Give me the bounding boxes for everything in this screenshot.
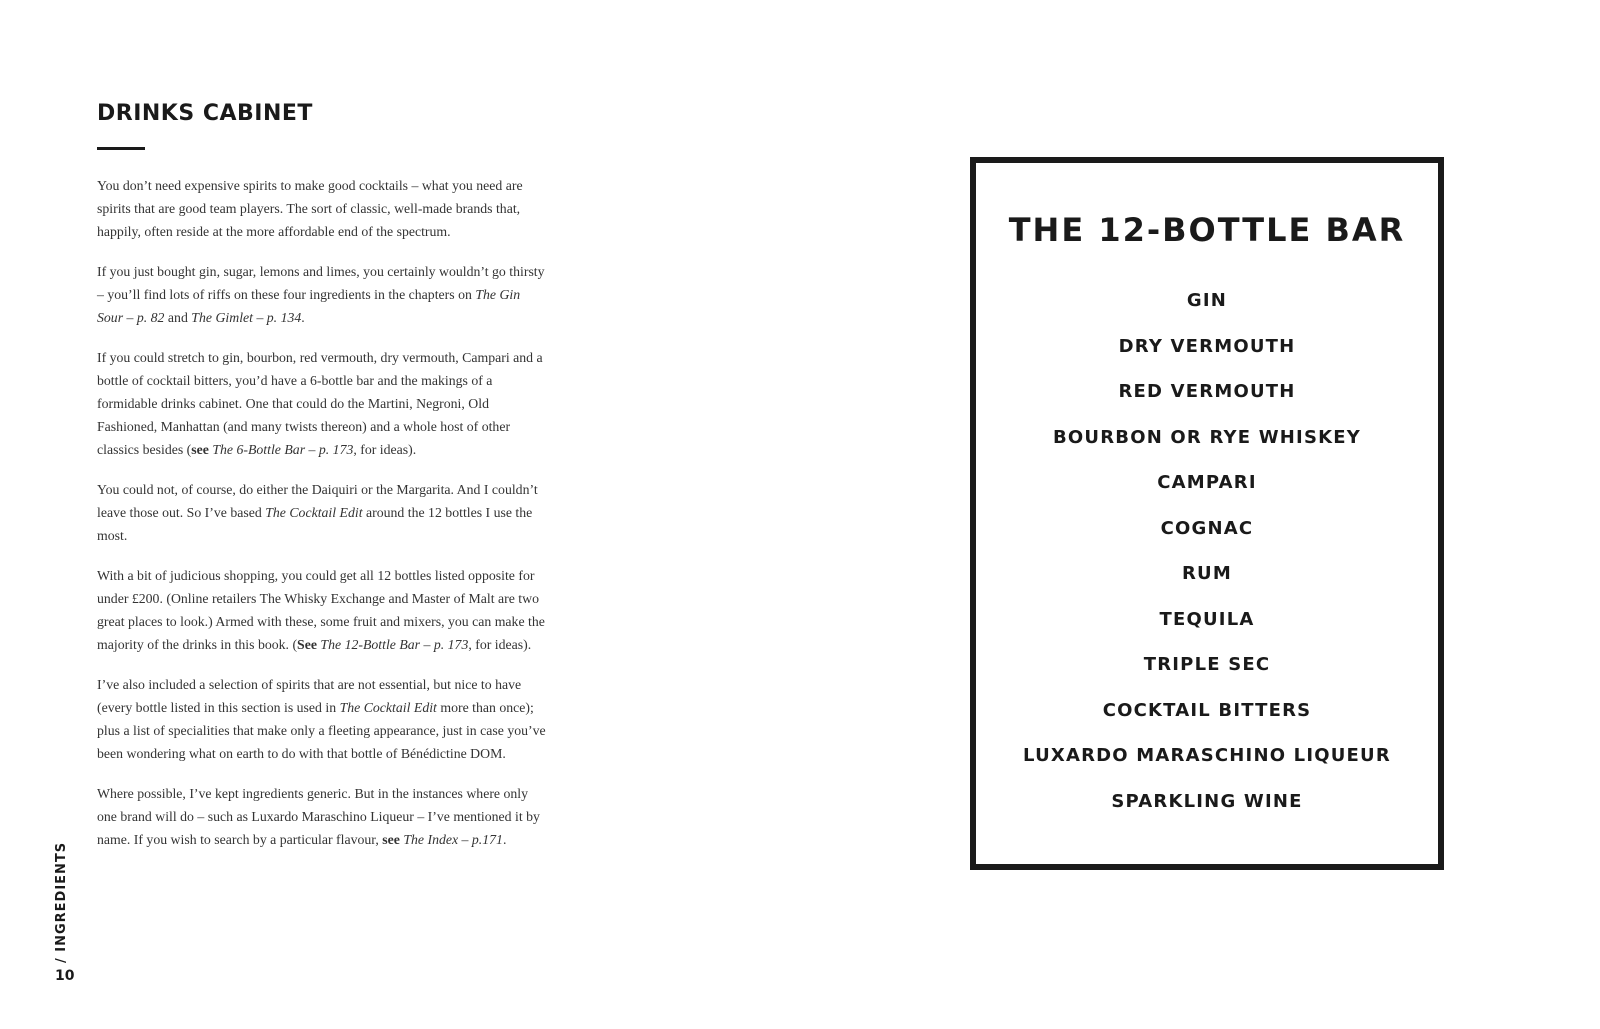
bottle-item: RUM <box>1182 563 1232 584</box>
text-run: You don’t need expensive spirits to make good cocktails – what you need are spirits that are good team players. The sort of classic, well-made brands that, happily, often reside at the more affordable end of the spectrum. <box>97 178 523 239</box>
text-run: If you could stretch to gin, bourbon, red vermouth, dry vermouth, Campari and a bottle of cocktail bitters, you’d have a 6-bottle bar and the makings of a formidable drinks cabinet. One that could do the Martini, Negroni, Old Fashioned, Manhattan (and many twists thereon) and a whole host of other classics besides ( <box>97 350 543 457</box>
chapter-label: / INGREDIENTS <box>54 841 69 963</box>
text-run: . <box>301 310 305 325</box>
bottle-item: CAMPARI <box>1157 472 1257 493</box>
body-text <box>97 174 547 868</box>
bottle-item: BOURBON OR RYE WHISKEY <box>1052 426 1361 448</box>
italic-reference: The Cocktail Edit <box>339 700 437 715</box>
body-paragraph <box>97 564 547 656</box>
text-run: , for ideas). <box>353 442 417 457</box>
text-run: I’ve also included a selection of spirits that are not essential, but nice to have (every bottle listed in this section is used in <box>97 677 522 715</box>
heading-rule <box>97 147 145 150</box>
text-run: You could not, of course, do either the Daiquiri or the Margarita. And I couldn’t leave those out. So I’ve based <box>97 482 538 520</box>
body-paragraph <box>97 673 547 765</box>
italic-reference: The Gin Sour – p. 82 <box>97 287 521 325</box>
bottle-item: RED VERMOUTH <box>1118 381 1296 402</box>
bold-text: see <box>382 832 400 847</box>
body-paragraph <box>97 260 547 329</box>
text-run: . <box>502 832 507 847</box>
bottle-item: TEQUILA <box>1159 608 1255 630</box>
body-paragraph <box>97 174 547 243</box>
bottle-item: DRY VERMOUTH <box>1118 335 1296 357</box>
bar-title: THE 12-BOTTLE BAR <box>1008 211 1406 249</box>
text-run: Where possible, I’ve kept ingredients generic. But in the instances where only one brand will do – such as Luxardo Maraschino Liqueur – I’ve mentioned it by name. If you wish to search by a particular flavour, <box>97 786 540 847</box>
text-run: If you just bought gin, sugar, lemons and limes, you certainly wouldn’t go thirsty – you’ll find lots of riffs on these four ingredients in the chapters on <box>97 264 545 302</box>
bottle-item: SPARKLING WINE <box>1111 790 1303 812</box>
italic-reference: The Gimlet – p. 134 <box>191 310 302 325</box>
bottle-item: COCKTAIL BITTERS <box>1102 699 1312 721</box>
text-run: and <box>164 310 192 325</box>
italic-reference: The 12-Bottle Bar – p. 173 <box>320 637 469 652</box>
page-number: 10 <box>55 968 75 984</box>
bold-text: see <box>191 442 209 457</box>
text-run: , for ideas). <box>468 637 532 652</box>
italic-reference: The Index – p.171 <box>403 832 503 847</box>
text-run: With a bit of judicious shopping, you could get all 12 bottles listed opposite for under £200. (Online retailers The Whisky Exchange and Master of Malt are two great places to look.) Armed with these, some fruit and mixers, you can make the majority of the drinks in this book. ( <box>97 568 545 652</box>
twelve-bottle-bar-box <box>970 157 1444 870</box>
italic-reference: The Cocktail Edit <box>265 505 363 520</box>
bottle-item: LUXARDO MARASCHINO LIQUEUR <box>1023 745 1391 766</box>
bold-text: See <box>297 637 317 652</box>
bottle-item: GIN <box>1186 290 1228 311</box>
body-paragraph <box>97 346 547 461</box>
bottle-list <box>976 291 1438 837</box>
bottle-item: COGNAC <box>1160 517 1254 539</box>
bottle-item: TRIPLE SEC <box>1143 654 1271 675</box>
text-run: more than once); plus a list of specialities that make only a fleeting appearance, just in case you’ve been wondering what on earth to do with that bottle of Bénédictine DOM. <box>97 700 546 761</box>
body-paragraph <box>97 478 547 547</box>
body-paragraph <box>97 782 547 851</box>
section-heading: DRINKS CABINET <box>97 101 313 126</box>
text-run: around the 12 bottles I use the most. <box>97 505 533 543</box>
italic-reference: The 6-Bottle Bar – p. 173 <box>212 442 354 457</box>
